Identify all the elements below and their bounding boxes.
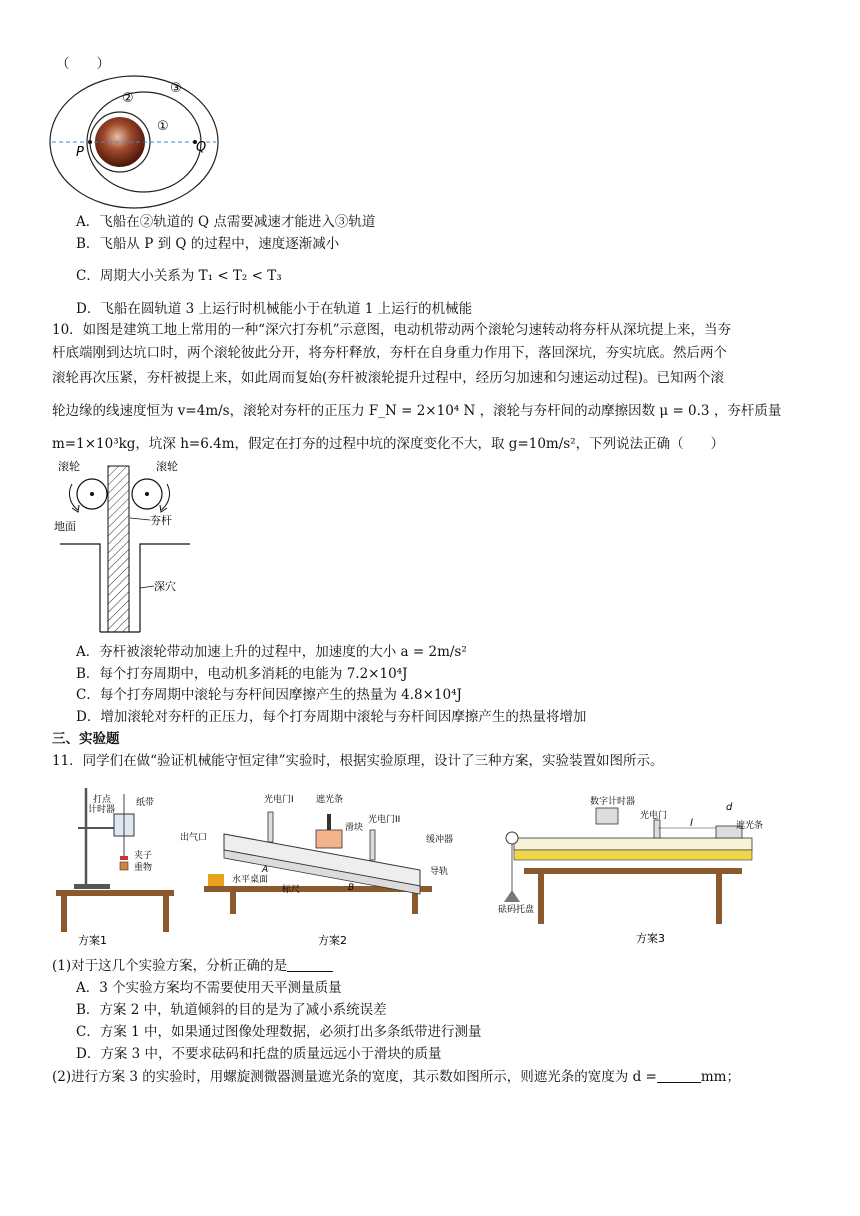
label-buffer: 缓冲器 xyxy=(426,835,454,845)
ground-left xyxy=(60,544,100,632)
label-orbit-2: ② xyxy=(122,91,134,106)
q11-sub1-blank[interactable] xyxy=(287,957,333,972)
slider xyxy=(316,830,342,848)
label-slider: 滑块 xyxy=(345,823,364,833)
weight xyxy=(120,862,128,870)
q9-option-d[interactable]: D．飞船在圆轨道 3 上运行时机械能小于在轨道 1 上运行的机械能 xyxy=(76,301,473,317)
label-gate2: 光电门II xyxy=(368,815,401,825)
label-shade-3: 遮光条 xyxy=(736,821,764,831)
label-ruler: 标尺 xyxy=(282,885,301,895)
gate xyxy=(654,820,660,838)
label-air: 出气口 xyxy=(180,833,208,843)
label-a: A xyxy=(262,865,269,875)
q10-option-d[interactable]: D．增加滚轮对夯杆的正压力，每个打夯周期中滚轮与夯杆间因摩擦产生的热量将增加 xyxy=(76,709,587,725)
q9-option-b[interactable]: B．飞船从 P 到 Q 的过程中，速度逐渐减小 xyxy=(76,236,340,252)
label-hole: 深穴 xyxy=(154,580,176,593)
section-title: 三、实验题 xyxy=(52,731,120,747)
label-weight: 重物 xyxy=(134,863,153,873)
label-clip: 夹子 xyxy=(134,851,153,861)
gate-2 xyxy=(370,830,375,860)
q10-stem-line-3: 滚轮再次压紧，夯杆被提上来，如此周而复始(夯杆被滚轮提升过程中，经历匀加速和匀速运动过程)。已知两个滚 xyxy=(52,370,725,386)
q11-sub1-text: (1)对于这几个实验方案，分析正确的是 xyxy=(52,958,288,974)
label-rail: 导轨 xyxy=(430,867,449,877)
label-orbit-3: ③ xyxy=(170,81,182,96)
label-shade: 遮光条 xyxy=(316,795,344,805)
q9-answer-paren: （ ） xyxy=(56,56,110,72)
q11-stem: 11．同学们在做“验证机械能守恒定律”实验时，根据实验原理，设计了三种方案，实验装置如图所示。 xyxy=(52,753,664,769)
block xyxy=(208,874,224,886)
q10-stem-line-4: 轮边缘的线速度恒为 v=4m/s，滚轮对夯杆的正压力 F_N = 2×10⁴ N ，滚轮与夯杆间的动摩擦因数 μ = 0.3 ，夯杆质量 xyxy=(52,403,782,419)
q10-stem-line-2: 杆底端刚到达坑口时，两个滚轮彼此分开，将夯杆释放，夯杆在自身重力作用下，落回深坑，夯实坑底。然后两个 xyxy=(52,345,727,361)
q11-sub2-blank[interactable] xyxy=(657,1068,701,1083)
label-timer-1: 打点 xyxy=(93,795,112,805)
tray xyxy=(504,890,520,902)
label-ground: 地面 xyxy=(54,520,76,533)
q11-option-a[interactable]: A．3 个实验方案均不需要使用天平测量质量 xyxy=(76,980,342,996)
label-roller-right: 滚轮 xyxy=(156,460,178,473)
q11-sub2 xyxy=(52,1068,740,1086)
caption-scheme3: 方案3 xyxy=(636,932,665,945)
q9-option-a[interactable]: A．飞船在②轨道的 Q 点需要减速才能进入③轨道 xyxy=(76,214,376,230)
caption-scheme1: 方案1 xyxy=(78,934,107,947)
label-gate: 光电门 xyxy=(640,811,668,821)
q11-sub1 xyxy=(52,957,333,975)
q9-option-c[interactable]: C．周期大小关系为 T₁ < T₂ < T₃ xyxy=(76,268,282,284)
label-p: P xyxy=(76,145,84,160)
label-l: l xyxy=(690,818,693,829)
q11-option-c[interactable]: C．方案 1 中，如果通过图像处理数据，必须打出多条纸带进行测量 xyxy=(76,1024,482,1040)
q11-sub2-text: (2)进行方案 3 的实验时，用螺旋测微器测量遮光条的宽度，其示数如图所示，则遮光条的宽度为 d = xyxy=(52,1069,657,1085)
label-gate1: 光电门I xyxy=(264,795,294,805)
pulley xyxy=(506,832,518,844)
q11-option-b[interactable]: B．方案 2 中，轨道倾斜的目的是为了减小系统误差 xyxy=(76,1002,387,1018)
q10-option-c[interactable]: C．每个打夯周期中滚轮与夯杆间因摩擦产生的热量为 4.8×10⁴J xyxy=(76,687,462,703)
q10-tamper-figure xyxy=(50,458,200,633)
label-orbit-1: ① xyxy=(157,119,169,134)
label-q: Q xyxy=(196,140,207,155)
q9-orbit-figure xyxy=(48,72,228,212)
tamper-rod xyxy=(108,466,129,632)
q11-sub2-unit: mm； xyxy=(700,1069,740,1085)
label-tape: 纸带 xyxy=(136,798,155,808)
label-b: B xyxy=(348,883,355,893)
q11-option-d[interactable]: D．方案 3 中，不要求砝码和托盘的质量远远小于滑块的质量 xyxy=(76,1046,442,1062)
q10-stem-line-1: 10．如图是建筑工地上常用的一种“深穴打夯机”示意图，电动机带动两个滚轮匀速转动将夯杆从深坑提上来，当夯 xyxy=(52,322,731,338)
label-timer: 数字计时器 xyxy=(590,797,636,807)
q10-option-b[interactable]: B．每个打夯周期中，电动机多消耗的电能为 7.2×10⁴J xyxy=(76,666,408,682)
caption-scheme2: 方案2 xyxy=(318,934,347,947)
label-d: d xyxy=(726,802,733,813)
q11-fig2-scheme2 xyxy=(180,790,454,950)
label-roller-left: 滚轮 xyxy=(58,460,80,473)
q10-stem-line-5: m=1×10³kg，坑深 h=6.4m，假定在打夯的过程中坑的深度变化不大，取 g=10m/s²，下列说法正确（ ） xyxy=(52,436,725,452)
label-timer-2: 计时器 xyxy=(88,805,116,815)
digital-timer xyxy=(596,808,618,824)
q10-option-a[interactable]: A．夯杆被滚轮带动加速上升的过程中，加速度的大小 a = 2m/s² xyxy=(76,644,467,660)
point-p xyxy=(88,140,92,144)
track xyxy=(514,838,752,850)
q11-fig3-scheme3 xyxy=(498,798,766,950)
label-tray: 砝码托盘 xyxy=(498,905,535,915)
label-rod: 夯杆 xyxy=(150,514,172,527)
gate-1 xyxy=(268,812,273,842)
label-desk: 水平桌面 xyxy=(232,875,269,885)
q11-fig1-scheme1 xyxy=(56,780,196,950)
